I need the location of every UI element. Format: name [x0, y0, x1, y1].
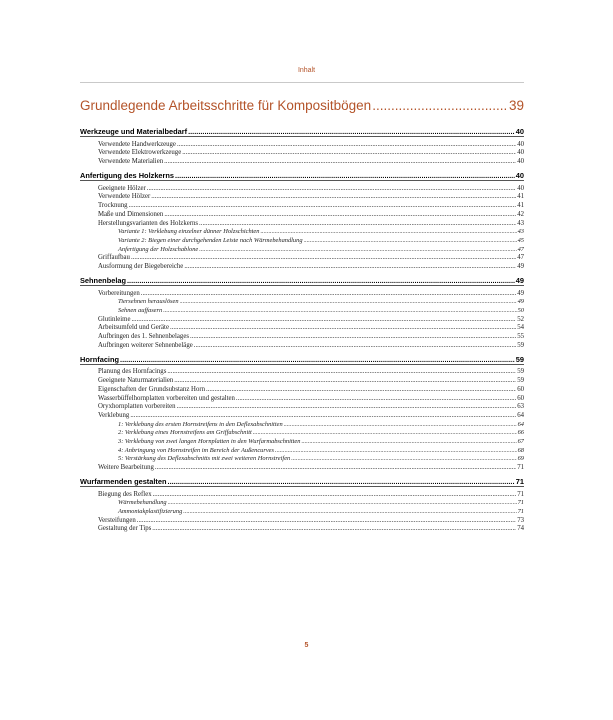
toc-subentry-label: Tiersehnen herauslösen	[118, 298, 179, 306]
toc-entry[interactable]	[80, 375, 524, 384]
toc-entry-label: Maße und Dimensionen	[98, 210, 164, 218]
toc-entry-page: 40	[517, 140, 524, 148]
dot-leader	[131, 254, 516, 261]
toc-entry-label: Geeignete Naturmaterialien	[98, 377, 174, 385]
chapter-title: Grundlegende Arbeitsschritte für Kompositbögen	[80, 98, 372, 113]
section-heading-page: 40	[515, 127, 524, 136]
toc-subentry-label: 1: Verklebung des ersten Hornstreifens in den Deflexabschnitten	[118, 420, 283, 428]
toc-subentry-page: 50	[517, 307, 524, 314]
toc-subentry[interactable]	[80, 428, 524, 437]
toc-entry[interactable]	[80, 288, 524, 297]
toc-entry-label: Weitere Bearbeitung	[98, 464, 154, 471]
section-heading[interactable]	[80, 169, 524, 181]
toc-entry-label: Versteifungen	[98, 516, 136, 524]
dot-leader	[291, 455, 516, 462]
dot-leader	[253, 429, 517, 436]
chapter-heading[interactable]	[80, 95, 524, 113]
header-divider	[80, 82, 524, 83]
dot-leader	[190, 333, 516, 340]
dot-leader	[152, 525, 516, 532]
toc-entry[interactable]	[80, 218, 524, 227]
toc-subentry-page: 45	[517, 236, 524, 244]
toc-subentry-page: 71	[517, 499, 524, 507]
dot-leader	[147, 185, 516, 192]
toc-entry[interactable]	[80, 192, 524, 201]
toc-entry-page: 54	[517, 324, 524, 332]
toc-entry-label: Aufbringen des 1. Sehnenbelages	[98, 333, 189, 341]
toc-subentry-label: Ammoniakplastifizierung	[118, 508, 183, 516]
toc-entry-label: Herstellungsvarianten des Holzkerns	[98, 219, 199, 227]
dot-leader	[151, 193, 516, 200]
toc-entry-label: Vorbereitungen	[98, 289, 140, 297]
section-heading[interactable]	[80, 125, 524, 137]
toc-subentry-page: 68	[517, 446, 524, 454]
toc-entry-page: 63	[517, 403, 524, 411]
toc-entry-page: 64	[517, 411, 524, 419]
section-heading-label: Wurfarmenden gestalten	[80, 477, 167, 486]
toc-subentry[interactable]	[80, 454, 524, 463]
page-number: 5	[304, 642, 309, 649]
toc-entry-page: 74	[517, 525, 524, 533]
section-heading-label: Anfertigung des Holzkerns	[80, 171, 175, 181]
toc-entry[interactable]	[80, 209, 524, 218]
dot-leader	[153, 491, 517, 498]
toc-subentry-label: Wärmebehandlung	[118, 499, 167, 507]
toc-entry-page: 41	[517, 202, 524, 210]
dot-leader	[284, 421, 517, 428]
toc-entry-page: 40	[517, 184, 524, 192]
dot-leader	[129, 202, 517, 209]
dot-leader	[127, 276, 515, 285]
dot-leader	[174, 377, 516, 384]
toc-entry-label: Oryxhornplatten vorbereiten	[98, 403, 176, 411]
toc-subentry-label: Variante 2: Biegen einer durchgehenden Leiste nach Wärmebehandlung	[118, 236, 303, 244]
dot-leader	[182, 149, 516, 156]
toc-entry[interactable]	[80, 402, 524, 411]
toc-subentry-label: Anfertigung der Holzschablone	[118, 245, 199, 253]
toc-entry-label: Griffaufbau	[98, 254, 130, 262]
dot-leader	[275, 447, 517, 454]
dot-leader	[260, 228, 516, 235]
dot-leader	[164, 158, 516, 165]
section-heading-label: Sehnenbelag	[80, 275, 126, 285]
toc-entry-page: 41	[517, 193, 524, 201]
toc-entry-page: 43	[517, 219, 524, 227]
toc-entry-page: 73	[517, 516, 524, 524]
toc-entry[interactable]	[80, 489, 524, 498]
toc-entry-label: Aufbringen weiterer Sehnenbeläge	[98, 341, 193, 349]
toc-entry-page: 59	[517, 341, 524, 349]
toc-entry-label: Verwendete Elektrowerkzeuge	[98, 149, 182, 157]
toc-section	[80, 353, 524, 471]
toc-section	[80, 274, 524, 349]
dot-leader	[188, 127, 515, 136]
dot-leader	[199, 220, 516, 227]
dot-leader	[184, 263, 516, 270]
toc-entry-page: 40	[517, 158, 524, 166]
toc-entry-label: Verklebung	[98, 411, 130, 419]
section-heading-label: Hornfacing	[80, 354, 120, 364]
toc-entry-label: Biegung des Reflex	[98, 490, 152, 498]
dot-leader	[163, 307, 516, 314]
toc-entry-page: 59	[517, 368, 524, 376]
dot-leader	[120, 355, 515, 364]
dot-leader	[199, 246, 516, 253]
toc-entry-label: Verwendete Hölzer	[98, 193, 151, 201]
toc-entry[interactable]	[80, 148, 524, 157]
dot-leader	[137, 517, 516, 524]
toc-entry-page: 49	[517, 262, 524, 270]
toc-entry[interactable]	[80, 515, 524, 524]
toc-entry[interactable]	[80, 183, 524, 192]
toc-subentry-page: 49	[517, 298, 524, 306]
toc-subentry[interactable]	[80, 498, 524, 507]
toc-entry-label: Gestaltung der Tips	[98, 525, 152, 533]
dot-leader	[155, 464, 516, 471]
toc-entry[interactable]	[80, 384, 524, 393]
toc-entry-label: Arbeitsumfeld und Geräte	[98, 324, 169, 332]
dot-leader	[164, 211, 516, 218]
section-heading-page: 49	[515, 275, 524, 285]
dot-leader	[304, 237, 517, 244]
dot-leader	[167, 368, 516, 375]
dot-leader	[372, 98, 508, 113]
toc-entry-label: Trocknung	[98, 202, 128, 210]
toc-subentry-page: 69	[517, 455, 524, 463]
toc-section	[80, 475, 524, 532]
toc-subentry-label: Variante 1: Verklebung einzelner dünner Holzschichten	[118, 228, 260, 236]
toc-entry-page: 49	[517, 289, 524, 297]
toc-section	[80, 125, 524, 165]
dot-leader	[168, 499, 517, 506]
toc-entry[interactable]	[80, 331, 524, 340]
toc-subentry-label: 5: Verstärkung des Deflexabschnitts mit zwei weiteren Hornstreifen	[118, 455, 291, 463]
toc-subentry-page: 71	[517, 508, 524, 516]
dot-leader	[168, 477, 515, 486]
toc-entry[interactable]	[80, 156, 524, 165]
toc-subentry-page: 66	[517, 429, 524, 437]
dot-leader	[175, 171, 515, 180]
toc-entry-label: Eigenschaften der Grundsubstanz Horn	[98, 385, 206, 393]
toc-subentry[interactable]	[80, 235, 524, 244]
toc-entry[interactable]	[80, 410, 524, 419]
toc-entry-page: 40	[517, 149, 524, 157]
toc-entry[interactable]	[80, 340, 524, 349]
toc-entry[interactable]	[80, 367, 524, 376]
toc-entry-page: 55	[517, 333, 524, 341]
toc-entry[interactable]	[80, 200, 524, 209]
toc-entry-page: 71	[517, 490, 524, 498]
dot-leader	[130, 412, 516, 419]
toc-entry-label: Verwendete Materialien	[98, 158, 164, 166]
dot-leader	[236, 395, 516, 402]
toc-entry-page: 59	[517, 377, 524, 385]
toc-subentry-page: 43	[517, 228, 524, 236]
toc-entry[interactable]	[80, 139, 524, 148]
toc-subentry[interactable]	[80, 244, 524, 253]
toc-subentry[interactable]	[80, 419, 524, 428]
toc-entry-label: Geeignete Hölzer	[98, 184, 146, 192]
section-heading[interactable]	[80, 353, 524, 365]
toc-entry[interactable]	[80, 261, 524, 270]
toc-subentry[interactable]	[80, 436, 524, 445]
toc-entry[interactable]	[80, 524, 524, 533]
section-heading-page: 40	[515, 171, 524, 181]
toc-entry[interactable]	[80, 393, 524, 402]
toc-entry[interactable]	[80, 462, 524, 471]
toc-subentry-label: 2: Verklebung eines Hornstreifens am Griffabschnitt	[118, 429, 252, 437]
toc-subentry[interactable]	[80, 227, 524, 236]
toc-subentry-page: 67	[517, 437, 524, 445]
dot-leader	[177, 141, 516, 148]
toc-subentry-page: 64	[517, 420, 524, 428]
toc-entry-page: 71	[517, 464, 524, 471]
toc-entry-label: Ausformung der Biegebereiche	[98, 262, 184, 270]
toc-subentry[interactable]	[80, 506, 524, 515]
toc-section	[80, 169, 524, 270]
section-heading-page: 71	[515, 477, 524, 486]
dot-leader	[183, 508, 516, 515]
toc-subentry-label: 4: Anbringung von Hornstreifen im Bereich der Außencurves	[118, 446, 275, 454]
toc-entry-label: Planung des Hornfacings	[98, 368, 167, 376]
section-heading[interactable]	[80, 475, 524, 487]
toc-entry[interactable]	[80, 314, 524, 323]
toc-entry-page: 60	[517, 394, 524, 402]
section-heading-label: Werkzeuge und Materialbedarf	[80, 127, 188, 136]
toc-entry-label: Glutinleime	[98, 315, 131, 323]
toc-entry[interactable]	[80, 253, 524, 262]
dot-leader	[194, 342, 516, 349]
toc-entry[interactable]	[80, 323, 524, 332]
toc-subentry[interactable]	[80, 445, 524, 454]
chapter-page: 39	[508, 98, 524, 113]
dot-leader	[301, 438, 516, 445]
toc-entry-page: 47	[517, 254, 524, 262]
dot-leader	[180, 298, 517, 305]
toc-entry-label: Wasserbüffelhornplatten vorbereiten und gestalten	[98, 394, 235, 402]
dot-leader	[170, 324, 516, 331]
toc-entry-page: 60	[517, 385, 524, 393]
toc-subentry[interactable]	[80, 305, 524, 314]
section-heading[interactable]	[80, 274, 524, 286]
running-header: Inhalt	[297, 67, 316, 74]
toc-subentry-label: Sehnen auffasern	[118, 307, 163, 314]
table-of-contents	[80, 95, 524, 536]
toc-entry-label: Verwendete Handwerkzeuge	[98, 140, 176, 148]
dot-leader	[131, 316, 516, 323]
toc-entry-page: 52	[517, 315, 524, 323]
section-heading-page: 59	[515, 354, 524, 364]
dot-leader	[141, 290, 516, 297]
toc-subentry-label: 3: Verklebung von zwei langen Hornplatten in den Wurfarmabschnitten	[118, 437, 301, 445]
toc-entry-page: 42	[517, 210, 524, 218]
dot-leader	[177, 403, 517, 410]
toc-subentry[interactable]	[80, 297, 524, 306]
dot-leader	[206, 386, 516, 393]
toc-subentry-page: 47	[517, 245, 524, 253]
